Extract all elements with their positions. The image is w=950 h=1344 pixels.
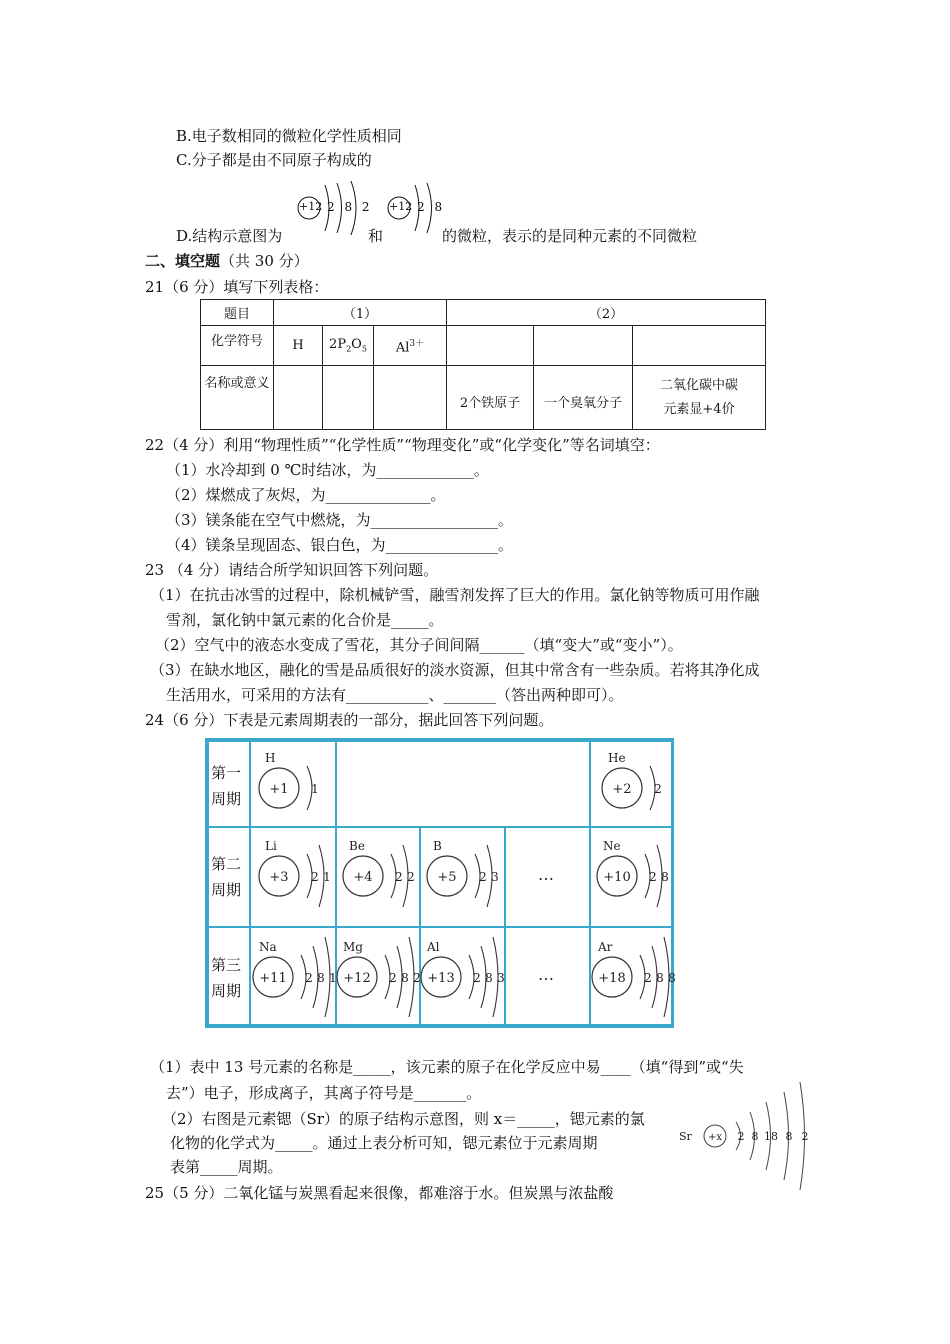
element-symbol-na: Na [259, 940, 277, 954]
shell-count-ar-2: 8 [656, 971, 664, 985]
period-3-line2: 周期 [211, 982, 242, 1000]
sr-shell-count-5: 2 [801, 1130, 809, 1143]
section-title-text: 二、填空题 [145, 252, 221, 270]
nucleus-label-mg: +12 [343, 971, 371, 986]
element-symbol-mg: Mg [343, 940, 363, 954]
period-3-line1: 第三 [211, 956, 242, 974]
q23-item-2: （2）空气中的液态水变成了雪花，其分子间间隔______（填“变大”或“变小”）。 [155, 636, 683, 654]
q24-item-1b: 去”）电子，形成离子，其离子符号是_______。 [166, 1084, 482, 1102]
shell-count-al-2: 8 [485, 971, 493, 985]
q21-sym2-sub2: 5 [361, 344, 367, 354]
q20-diagram-1-shells: 2 8 2 [327, 200, 370, 214]
shell-count-b-2: 3 [491, 870, 499, 884]
shell-count-b-1: 2 [479, 870, 487, 884]
q21-meaning-iron: 2个铁原子 [447, 366, 534, 430]
shell-count-mg-1: 2 [389, 971, 397, 985]
q23-item-3b: 生活用水，可采用的方法有___________、_______（答出两种即可）。 [166, 686, 624, 704]
shell-count-na-2: 8 [317, 971, 325, 985]
nucleus-label-b: +5 [437, 870, 457, 885]
q20-diagram-1-nucleus: +12 [299, 200, 323, 213]
element-symbol-be: Be [349, 839, 365, 853]
period-1-line1: 第一 [211, 764, 242, 782]
sr-shell-count-3: 18 [764, 1130, 778, 1143]
q21-header-1: （1） [274, 300, 447, 326]
shell-count-al-3: 3 [497, 971, 505, 985]
shell-count-ne-1: 2 [649, 870, 657, 884]
q21-m3-line2: 元素显+4价 [663, 401, 735, 417]
q20-option-b: B.电子数相同的微粒化学性质相同 [176, 127, 402, 145]
period-2-line2: 周期 [211, 881, 242, 899]
shell-count-mg-2: 8 [401, 971, 409, 985]
q22-stem: 22（4 分）利用“物理性质”“化学性质”“物理变化”或“化学变化”等名词填空： [145, 436, 660, 454]
element-symbol-b: B [433, 839, 442, 853]
q20-option-d-pre: D.结构示意图为 [176, 227, 283, 245]
shell-count-ne-2: 8 [661, 870, 669, 884]
q21-m3-line1: 二氧化碳中碳 [659, 377, 738, 393]
section-points: （共 30 分） [220, 252, 309, 270]
shell-count-al-1: 2 [473, 971, 481, 985]
shell-count-mg-3: 2 [413, 971, 421, 985]
shell-count-li-1: 2 [311, 870, 319, 884]
element-symbol-al: Al [427, 940, 440, 954]
nucleus-label-ne: +10 [603, 870, 631, 885]
q21-stem: 21（6 分）填写下列表格： [145, 278, 329, 296]
q20-diagram-2-nucleus: +12 [389, 200, 413, 213]
shell-count-na-1: 2 [305, 971, 313, 985]
nucleus-label-be: +4 [353, 870, 373, 885]
q24-stem: 24（6 分）下表是元素周期表的一部分，据此回答下列问题。 [145, 711, 554, 729]
ellipsis-period-3: … [538, 965, 554, 984]
q22-item-2: （2）煤燃成了灰烬，为______________。 [166, 486, 446, 504]
q23-stem: 23 （4 分）请结合所学知识回答下列问题。 [145, 561, 439, 579]
shell-count-be-2: 2 [407, 870, 415, 884]
shell-count-ar-1: 2 [644, 971, 652, 985]
q21-sym2-main: 2P [329, 337, 347, 353]
nucleus-label-na: +11 [259, 971, 287, 986]
q21-row-meaning: 名称或意义 [201, 366, 274, 430]
q21-header-topic: 题目 [201, 300, 274, 326]
q23-item-1a: （1）在抗击冰雪的过程中，除机械铲雪，融雪剂发挥了巨大的作用。氯化钠等物质可用作融 [150, 586, 760, 604]
q21-symbol-h: H [274, 326, 323, 366]
q21-header-2: （2） [447, 300, 766, 326]
element-symbol-he: He [608, 751, 626, 765]
q20-option-d-mid: 和 [368, 227, 384, 245]
q23-item-3a: （3）在缺水地区，融化的雪是品质很好的淡水资源，但其中常含有一些杂质。若将其净化成 [150, 661, 760, 679]
nucleus-label-al: +13 [427, 971, 455, 986]
sr-shell-count-2: 8 [751, 1130, 759, 1143]
q22-item-4: （4）镁条呈现固态、银白色，为_______________。 [166, 536, 514, 554]
ellipsis-period-2: … [538, 865, 554, 884]
q21-sym2-o: O [351, 337, 362, 353]
shell-count-h-1: 1 [311, 782, 319, 796]
q24-item-2c: 表第_____周期。 [170, 1158, 283, 1176]
sr-shell-count-4: 8 [785, 1130, 793, 1143]
shell-count-ar-3: 8 [668, 971, 676, 985]
element-symbol-ne: Ne [603, 839, 621, 853]
element-symbol-ar: Ar [598, 940, 613, 954]
nucleus-label-ar: +18 [598, 971, 626, 986]
element-symbol-li: Li [265, 839, 277, 853]
q20-option-d-post: 的微粒，表示的是同种元素的不同微粒 [442, 227, 698, 245]
shell-count-be-1: 2 [395, 870, 403, 884]
shell-count-li-2: 1 [323, 870, 331, 884]
shell-count-na-3: 1 [329, 971, 337, 985]
q21-sym2-sub1: 2 [346, 344, 352, 354]
period-2-line1: 第二 [211, 855, 242, 873]
q22-item-3: （3）镁条能在空气中燃烧，为_________________。 [166, 511, 514, 529]
q21-row-symbol: 化学符号 [201, 326, 274, 366]
sr-shell-count-1: 2 [737, 1130, 745, 1143]
shell-count-he-1: 2 [654, 782, 662, 796]
q21-sym3-main: Al [395, 340, 410, 356]
sr-symbol: Sr [679, 1130, 692, 1143]
nucleus-label-h: +1 [269, 782, 289, 797]
sr-nucleus-label: +x [707, 1132, 723, 1143]
q20-diagram-2-shells: 2 8 [417, 200, 443, 214]
q20-option-c: C.分子都是由不同原子构成的 [176, 151, 372, 169]
nucleus-label-li: +3 [269, 870, 289, 885]
q21-sym3-sup: 3＋ [409, 338, 425, 349]
q24-item-2b: 化物的化学式为_____。通过上表分析可知，锶元素位于元素周期 [170, 1134, 598, 1152]
q25-stem: 25（5 分）二氧化锰与炭黑看起来很像，都难溶于水。但炭黑与浓盐酸 [145, 1184, 614, 1202]
q23-item-1b: 雪剂，氯化钠中氯元素的化合价是_____。 [166, 611, 444, 629]
q22-item-1: （1）水冷却到 0 ℃时结冰，为_____________。 [166, 461, 489, 479]
period-1-line2: 周期 [211, 790, 242, 808]
q24-item-2a: （2）右图是元素锶（Sr）的原子结构示意图，则 x＝_____，锶元素的氯 [162, 1110, 645, 1128]
element-symbol-h: H [265, 751, 276, 765]
q21-meaning-ozone: 一个臭氧分子 [534, 366, 633, 430]
nucleus-label-he: +2 [612, 782, 632, 797]
q24-item-1a: （1）表中 13 号元素的名称是_____，该元素的原子在化学反应中易____（填“得到”或“失 [150, 1058, 744, 1076]
